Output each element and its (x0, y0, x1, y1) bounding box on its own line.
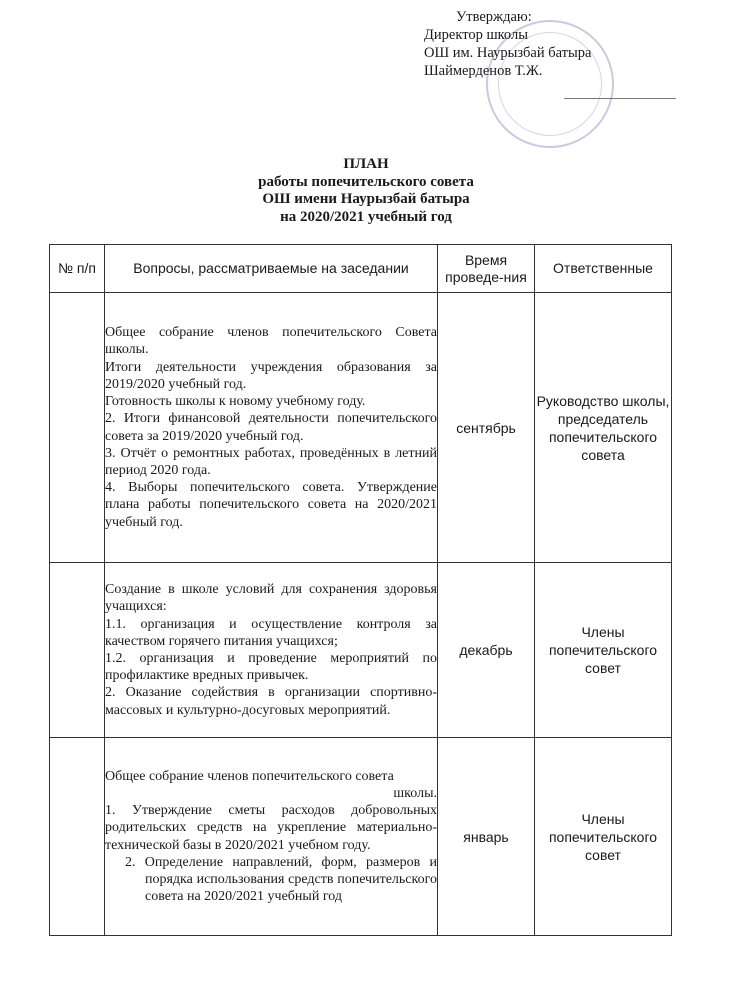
title-line: работы попечительского совета (258, 173, 474, 190)
question-item: 1.1. организация и осуществление контроля за качеством горячего питания учащихся; (105, 616, 437, 649)
title-line: ОШ имени Наурызбай батыра (262, 191, 470, 207)
header-time: Время проведе-ния (438, 245, 535, 293)
approval-line: Утверждаю: (456, 9, 532, 25)
question-item: Итоги деятельности учреждения образования за 2019/2020 учебный год. (105, 359, 437, 392)
signature-line (564, 98, 676, 99)
row-responsible: Члены попечительского совет (535, 563, 672, 738)
row-time: сентябрь (438, 293, 535, 563)
approval-line: Директор школы (424, 27, 528, 43)
question-item: 1.2. организация и проведение мероприятий по профилактике вредных привычек. (105, 651, 437, 684)
title-line: ПЛАН (343, 156, 389, 172)
row-responsible: Руководство школы, председатель попечительского совета (535, 293, 672, 563)
row-num (50, 563, 105, 738)
table-row (50, 738, 672, 936)
question-item: 1. Утверждение сметы расходов добровольных родительских средств на укрепление материально-технической базы в 2020/2021 учебном году. (105, 803, 437, 853)
document-title (0, 156, 732, 226)
row-questions (105, 293, 438, 563)
question-item: школы. (393, 785, 437, 801)
row-num (50, 738, 105, 936)
approval-line: ОШ им. Наурызбай батыра (424, 45, 592, 61)
question-item: Создание в школе условий для сохранения здоровья учащихся: (105, 582, 437, 615)
row-time: декабрь (438, 563, 535, 738)
header-row (50, 245, 672, 293)
question-item: 2. Определение направлений, форм, размеров и порядка использования средств попечительского совета на 2020/2021 учебный год (125, 854, 437, 905)
header-questions: Вопросы, рассматриваемые на заседании (105, 245, 438, 293)
table-row (50, 563, 672, 738)
plan-table (49, 244, 672, 936)
header-responsible: Ответственные (535, 245, 672, 293)
row-questions (105, 563, 438, 738)
row-time: январь (438, 738, 535, 936)
title-line: на 2020/2021 учебный год (280, 208, 452, 225)
question-item: Общее собрание членов попечительского совета (105, 768, 394, 784)
row-responsible: Члены попечительского совет (535, 738, 672, 936)
approval-line: Шаймерденов Т.Ж. (424, 63, 543, 79)
question-item: 4. Выборы попечительского совета. Утверждение плана работы попечительского совета на 2020/2021 учебный год. (105, 480, 437, 530)
question-item: 3. Отчёт о ремонтных работах, проведённых в летний период 2020 года. (105, 445, 437, 478)
question-item: Общее собрание членов попечительского Совета школы. (105, 325, 437, 358)
row-questions (105, 738, 438, 936)
question-item: Готовность школы к новому учебному году. (105, 394, 366, 410)
question-item: 2. Оказание содействия в организации спортивно-массовых и культурно-досуговых мероприятий. (105, 685, 437, 718)
header-num: № п/п (50, 245, 105, 293)
table-row (50, 293, 672, 563)
approval-block (424, 8, 674, 80)
question-item: 2. Итоги финансовой деятельности попечительского совета за 2019/2020 учебный год. (105, 411, 437, 444)
row-num (50, 293, 105, 563)
